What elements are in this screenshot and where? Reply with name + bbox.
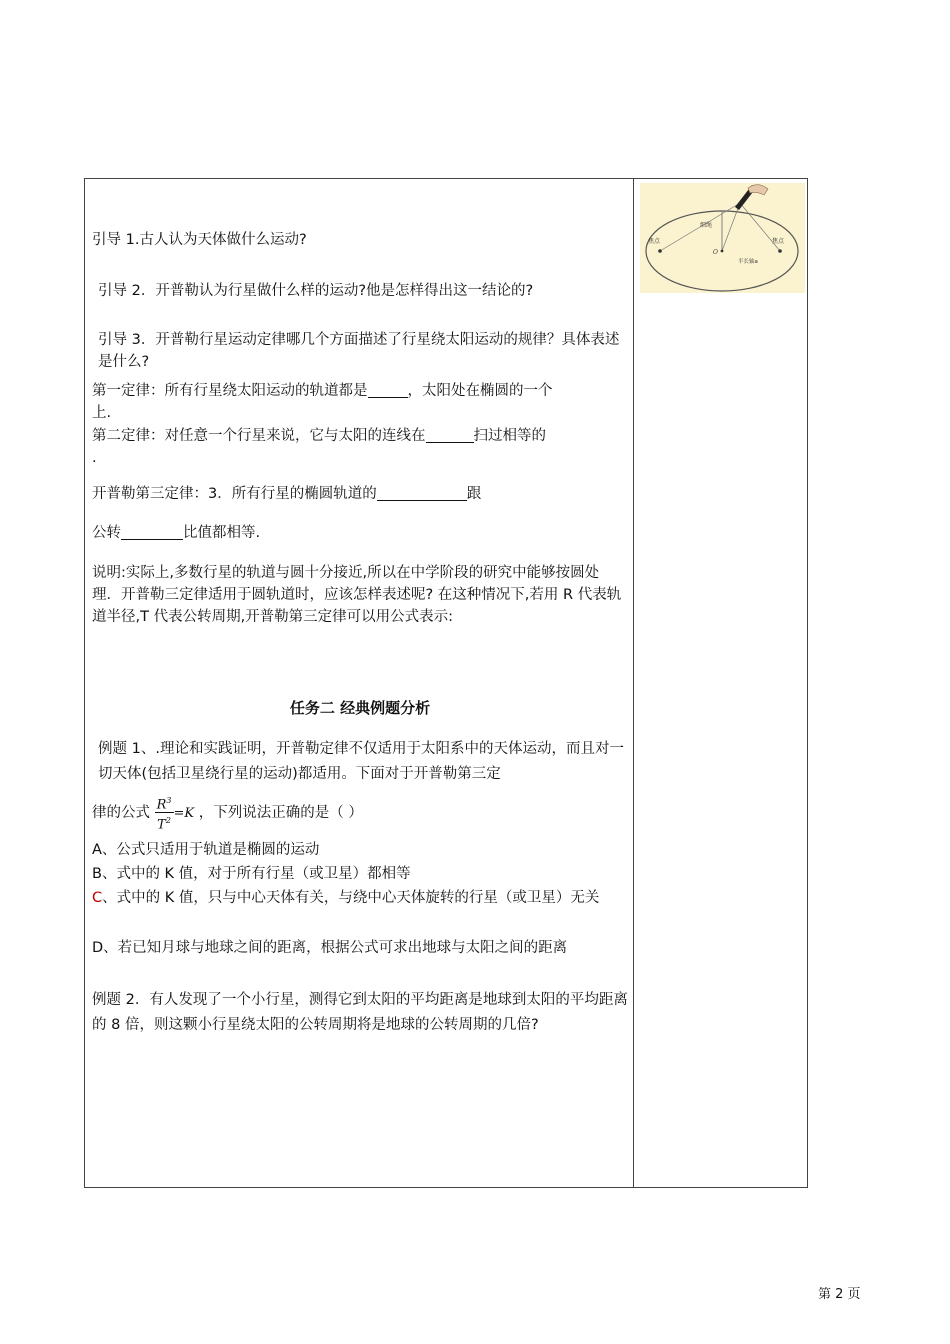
- formula-intro: 律的公式: [92, 804, 150, 821]
- page-number: 第 2 页: [818, 1287, 861, 1302]
- option-c: [92, 887, 628, 909]
- formula-denominator: T: [157, 817, 166, 833]
- blank-2: [426, 426, 474, 443]
- second-law-text-2: 扫过相等的: [473, 428, 546, 444]
- first-law-text-3: 上.: [92, 405, 112, 421]
- second-law: [92, 425, 628, 469]
- guide-1: 引导 1.古人认为天体做什么运动?: [92, 232, 307, 248]
- formula-den-exp: 2: [165, 816, 171, 826]
- third-law-text-4: 比值都相等.: [183, 525, 261, 541]
- option-c-text: 、式中的 K 值，只与中心天体有关，与绕中心天体旋转的行星（或卫星）无关: [102, 890, 600, 906]
- second-law-text-3: .: [92, 450, 97, 466]
- formula-fraction: [155, 793, 174, 833]
- second-law-text: 第二定律：对任意一个行星来说，它与太阳的连线在: [92, 428, 426, 444]
- guide-2: 引导 2．开普勒认为行星做什么样的运动?他是怎样得出这一结论的?: [98, 283, 534, 299]
- third-law-text: 开普勒第三定律：3．所有行星的椭圆轨道的: [92, 486, 377, 502]
- first-law-text-2: ，太阳处在椭圆的一个: [407, 383, 553, 399]
- task-title: 任务二 经典例题分析: [289, 699, 431, 717]
- example-1-formula-line: [92, 793, 628, 833]
- semi-major-axis-label: 半长轴a: [738, 259, 758, 265]
- first-law-text: 第一定律：所有行星绕太阳运动的轨道都是: [92, 383, 368, 399]
- center-label: O: [713, 249, 718, 256]
- column-divider: [633, 178, 634, 1188]
- example-2: 例题 2．有人发现了一个小行星，测得它到太阳的平均距离是地球到太阳的平均距离的 8 倍，则这颗小行星绕太阳的公转周期将是地球的公转周期的几倍?: [92, 992, 628, 1033]
- ellipse-drawing-figure: [640, 183, 805, 293]
- formula-numerator: R: [156, 797, 167, 813]
- string-label: 细绳: [700, 222, 713, 229]
- third-law: [92, 483, 628, 505]
- option-d: D、若已知月球与地球之间的距离，根据公式可求出地球与太阳之间的距离: [92, 940, 568, 956]
- formula-question: ，下列说法正确的是（ ）: [198, 804, 363, 821]
- option-a: A、公式只适用于轨道是椭圆的运动: [92, 842, 320, 858]
- third-law-text-3: 公转: [92, 525, 121, 541]
- first-law: [92, 380, 628, 424]
- third-law-text-2: 跟: [466, 486, 482, 502]
- third-law-cont: [92, 522, 628, 544]
- note-paragraph: 说明:实际上,多数行星的轨道与圆十分接近,所以在中学阶段的研究中能够按圆处理．开普勒三定律适用于圆轨道时，应该怎样表述呢? 在这种情况下,若用 R 代表轨道半径,T 代表公转周期,开普勒第三定律可以用公式表示:: [92, 565, 622, 625]
- option-b: B、式中的 K 值，对于所有行星（或卫星）都相等: [92, 866, 411, 882]
- blank-1: [368, 381, 408, 398]
- example-1-stem: 例题 1、.理论和实践证明，开普勒定律不仅适用于太阳系中的天体运动，而且对一切天体(包括卫星绕行星的运动)都适用。下面对于开普勒第三定: [98, 741, 624, 782]
- focus-left-label: 焦点: [648, 238, 661, 245]
- option-c-letter: C: [92, 890, 103, 906]
- formula-num-exp: 3: [166, 796, 172, 805]
- guide-3: 引导 3．开普勒行星运动定律哪几个方面描述了行星绕太阳运动的规律？具体表述是什么?: [98, 332, 620, 370]
- blank-3: [377, 484, 467, 501]
- blank-4: [121, 523, 183, 540]
- ellipse-diagram: [640, 183, 805, 293]
- formula-rhs: =K: [173, 805, 195, 821]
- focus-right-label: 焦点: [772, 238, 785, 245]
